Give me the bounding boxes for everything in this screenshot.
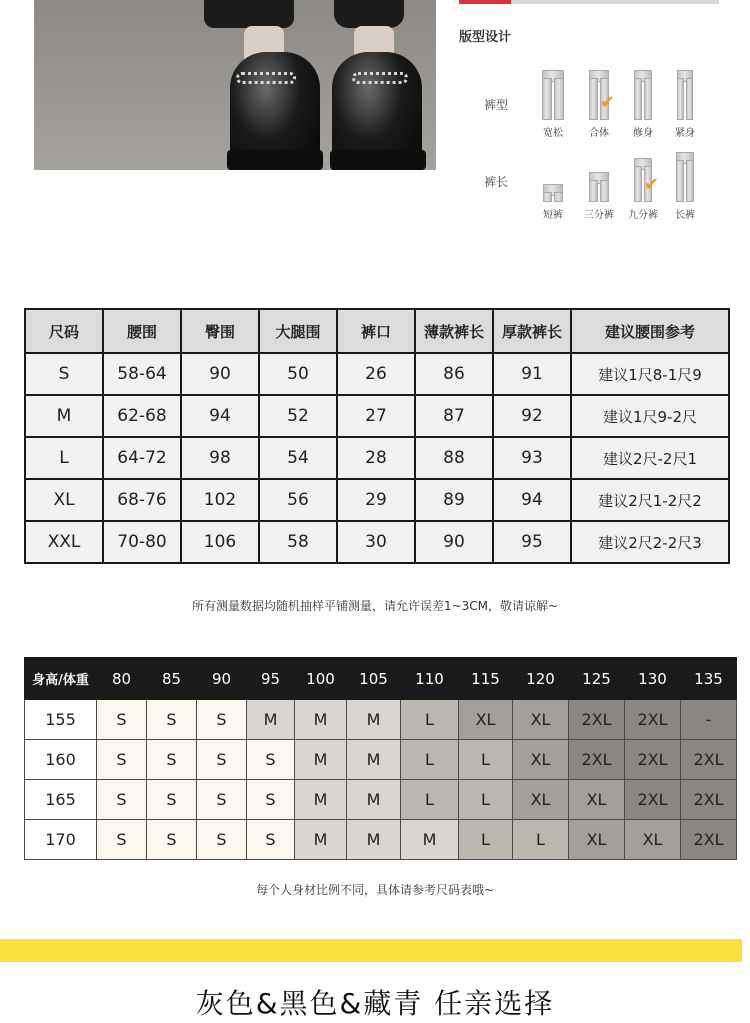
size-table-cell: 54 (259, 437, 337, 479)
recommended-size-cell: S (247, 820, 295, 860)
recommended-size-cell: 2XL (569, 740, 625, 780)
weight-header-cell: 105 (347, 658, 401, 700)
recommended-size-cell: S (197, 740, 247, 780)
recommended-size-cell: L (459, 740, 513, 780)
measurement-note: 所有测量数据均随机抽样平铺测量，请允许误差1~3CM，敬请谅解~ (191, 599, 559, 613)
size-table-header-cell: 臀围 (181, 309, 259, 353)
size-table-header (25, 309, 729, 353)
size-table-header-cell: 尺码 (25, 309, 103, 353)
height-cell: 155 (25, 700, 97, 740)
pants-silhouette-icon (582, 150, 616, 202)
size-table-cell: 建议1尺8-1尺9 (571, 353, 729, 395)
weight-header-cell: 80 (97, 658, 147, 700)
shape-row-label: 裤型 (484, 98, 509, 112)
recommended-size-cell: M (247, 700, 295, 740)
recommended-size-cell: 2XL (569, 700, 625, 740)
recommended-size-cell: L (401, 780, 459, 820)
size-table-header-cell: 腰围 (103, 309, 181, 353)
recommended-size-cell: 2XL (625, 700, 681, 740)
recommended-size-cell: S (197, 820, 247, 860)
size-table-cell: 90 (181, 353, 259, 395)
recommended-size-cell: XL (569, 820, 625, 860)
size-table-cell: 91 (493, 353, 571, 395)
shoe-sole-left (227, 150, 323, 170)
size-table-cell: S (25, 353, 103, 395)
size-table-cell: 29 (337, 479, 415, 521)
design-tab-rule (511, 0, 719, 4)
table-row (25, 395, 729, 437)
size-table-cell: L (25, 437, 103, 479)
divider-band (0, 939, 742, 962)
recommended-size-cell: 2XL (625, 780, 681, 820)
recommended-size-cell: XL (513, 740, 569, 780)
color-options-title: 灰色&黑色&藏青 任亲选择 (195, 987, 555, 1020)
shape-option (536, 68, 570, 139)
size-table-header-cell: 薄款裤长 (415, 309, 493, 353)
weight-header-cell: 95 (247, 658, 295, 700)
recommended-size-cell: L (459, 820, 513, 860)
size-table-header-cell: 裤口 (337, 309, 415, 353)
shape-option-label: 紧身 (675, 128, 695, 139)
design-tab-accent (459, 0, 511, 4)
table-row (25, 780, 737, 820)
recommended-size-cell: L (401, 740, 459, 780)
recommended-size-cell: S (247, 740, 295, 780)
height-cell: 160 (25, 740, 97, 780)
shape-option (582, 68, 616, 139)
recommended-size-cell: S (97, 700, 147, 740)
recommended-size-cell: S (147, 740, 197, 780)
recommended-size-cell: S (247, 780, 295, 820)
length-row-label: 裤长 (484, 175, 509, 189)
selected-check-icon: ✔ (600, 92, 616, 113)
recommended-size-cell: M (401, 820, 459, 860)
size-table-cell: XL (25, 479, 103, 521)
shape-option-label: 修身 (633, 128, 653, 139)
length-option-label: 三分裤 (584, 210, 614, 221)
recommended-size-cell: M (347, 820, 401, 860)
table-row (25, 700, 737, 740)
size-table-cell: 27 (337, 395, 415, 437)
shoe-chain-left (236, 72, 296, 84)
recommended-size-cell: S (97, 740, 147, 780)
recommended-size-cell: M (347, 700, 401, 740)
weight-header-cell: 115 (459, 658, 513, 700)
size-table-cell: 58-64 (103, 353, 181, 395)
recommended-size-cell: S (197, 780, 247, 820)
pants-silhouette-icon (536, 150, 570, 202)
height-cell: 170 (25, 820, 97, 860)
recommended-size-cell: 2XL (681, 820, 737, 860)
length-option-label: 九分裤 (628, 210, 658, 221)
pants-silhouette-icon (668, 150, 702, 202)
recommended-size-cell: XL (625, 820, 681, 860)
recommended-size-cell: M (347, 740, 401, 780)
size-table-header-cell: 厚款裤长 (493, 309, 571, 353)
rec-table-header (25, 658, 737, 700)
recommended-size-cell: L (401, 700, 459, 740)
size-table-cell: 建议2尺1-2尺2 (571, 479, 729, 521)
size-table-header-cell: 建议腰围参考 (571, 309, 729, 353)
weight-header-cell: 100 (295, 658, 347, 700)
table-row (25, 820, 737, 860)
size-table-cell: 92 (493, 395, 571, 437)
size-table-cell: 64-72 (103, 437, 181, 479)
shoe-chain-right (352, 72, 408, 84)
size-table-cell: 95 (493, 521, 571, 563)
weight-header-cell: 90 (197, 658, 247, 700)
size-table-cell: 90 (415, 521, 493, 563)
recommended-size-cell: S (97, 780, 147, 820)
table-row (25, 740, 737, 780)
weight-header-cell: 120 (513, 658, 569, 700)
recommended-size-cell: L (459, 780, 513, 820)
shape-option-label: 宽松 (543, 128, 563, 139)
size-table-cell: 88 (415, 437, 493, 479)
recommended-size-cell: M (347, 780, 401, 820)
size-table-cell: 建议1尺9-2尺 (571, 395, 729, 437)
size-table-cell: 87 (415, 395, 493, 437)
weight-header-cell: 110 (401, 658, 459, 700)
weight-header-cell: 125 (569, 658, 625, 700)
length-option-label: 短裤 (543, 210, 563, 221)
recommended-size-cell: M (295, 780, 347, 820)
table-row (25, 479, 729, 521)
pants-silhouette-icon (536, 68, 570, 120)
recommended-size-cell: M (295, 700, 347, 740)
size-table-cell: 62-68 (103, 395, 181, 437)
shape-option (668, 68, 702, 139)
size-table-cell: 70-80 (103, 521, 181, 563)
recommended-size-cell: XL (513, 700, 569, 740)
size-table-cell: 28 (337, 437, 415, 479)
recommended-size-cell: XL (569, 780, 625, 820)
size-table-cell: M (25, 395, 103, 437)
length-option (536, 150, 570, 221)
pants-silhouette-icon (626, 68, 660, 120)
table-row (25, 521, 729, 563)
size-table-cell: 建议2尺2-2尺3 (571, 521, 729, 563)
pants-silhouette-icon (668, 68, 702, 120)
shape-option-label: 合体 (589, 128, 609, 139)
length-option (668, 150, 702, 221)
weight-header-cell: 85 (147, 658, 197, 700)
body-proportion-note: 每个人身材比例不同，具体请参考尺码表哦~ (255, 883, 495, 897)
size-table-cell: 86 (415, 353, 493, 395)
recommended-size-cell: XL (459, 700, 513, 740)
size-table-cell: 56 (259, 479, 337, 521)
recommended-size-cell: M (295, 740, 347, 780)
size-table-cell: 94 (493, 479, 571, 521)
recommended-size-cell: - (681, 700, 737, 740)
size-table-cell: 89 (415, 479, 493, 521)
table-row (25, 437, 729, 479)
rec-table-corner: 身高/体重 (25, 658, 97, 700)
size-table-header-cell: 大腿围 (259, 309, 337, 353)
recommended-size-cell: L (513, 820, 569, 860)
size-table (24, 308, 730, 564)
product-photo (34, 0, 436, 170)
size-table-cell: 58 (259, 521, 337, 563)
recommended-size-cell: S (147, 820, 197, 860)
recommended-size-cell: S (147, 700, 197, 740)
size-table-cell: 建议2尺-2尺1 (571, 437, 729, 479)
length-option (626, 150, 660, 221)
size-table-cell: XXL (25, 521, 103, 563)
pant-leg-right (334, 0, 404, 28)
recommended-size-cell: 2XL (625, 740, 681, 780)
recommended-size-cell: M (295, 820, 347, 860)
size-table-cell: 98 (181, 437, 259, 479)
recommended-size-cell: XL (513, 780, 569, 820)
size-recommendation-table (24, 657, 737, 860)
shape-option (626, 68, 660, 139)
selected-check-icon: ✔ (644, 174, 660, 195)
size-table-cell: 50 (259, 353, 337, 395)
size-table-cell: 68-76 (103, 479, 181, 521)
height-cell: 165 (25, 780, 97, 820)
length-option-label: 长裤 (675, 210, 695, 221)
length-option (582, 150, 616, 221)
size-table-cell: 94 (181, 395, 259, 437)
recommended-size-cell: S (147, 780, 197, 820)
table-row (25, 353, 729, 395)
weight-header-cell: 135 (681, 658, 737, 700)
pant-leg-left (204, 0, 294, 28)
size-table-cell: 106 (181, 521, 259, 563)
recommended-size-cell: S (97, 820, 147, 860)
weight-header-cell: 130 (625, 658, 681, 700)
recommended-size-cell: S (197, 700, 247, 740)
size-table-cell: 93 (493, 437, 571, 479)
recommended-size-cell: 2XL (681, 740, 737, 780)
size-table-cell: 30 (337, 521, 415, 563)
size-table-cell: 26 (337, 353, 415, 395)
size-table-cell: 52 (259, 395, 337, 437)
size-table-cell: 102 (181, 479, 259, 521)
recommended-size-cell: 2XL (681, 780, 737, 820)
design-title: 版型设计 (459, 30, 512, 45)
shoe-sole-right (330, 150, 426, 170)
